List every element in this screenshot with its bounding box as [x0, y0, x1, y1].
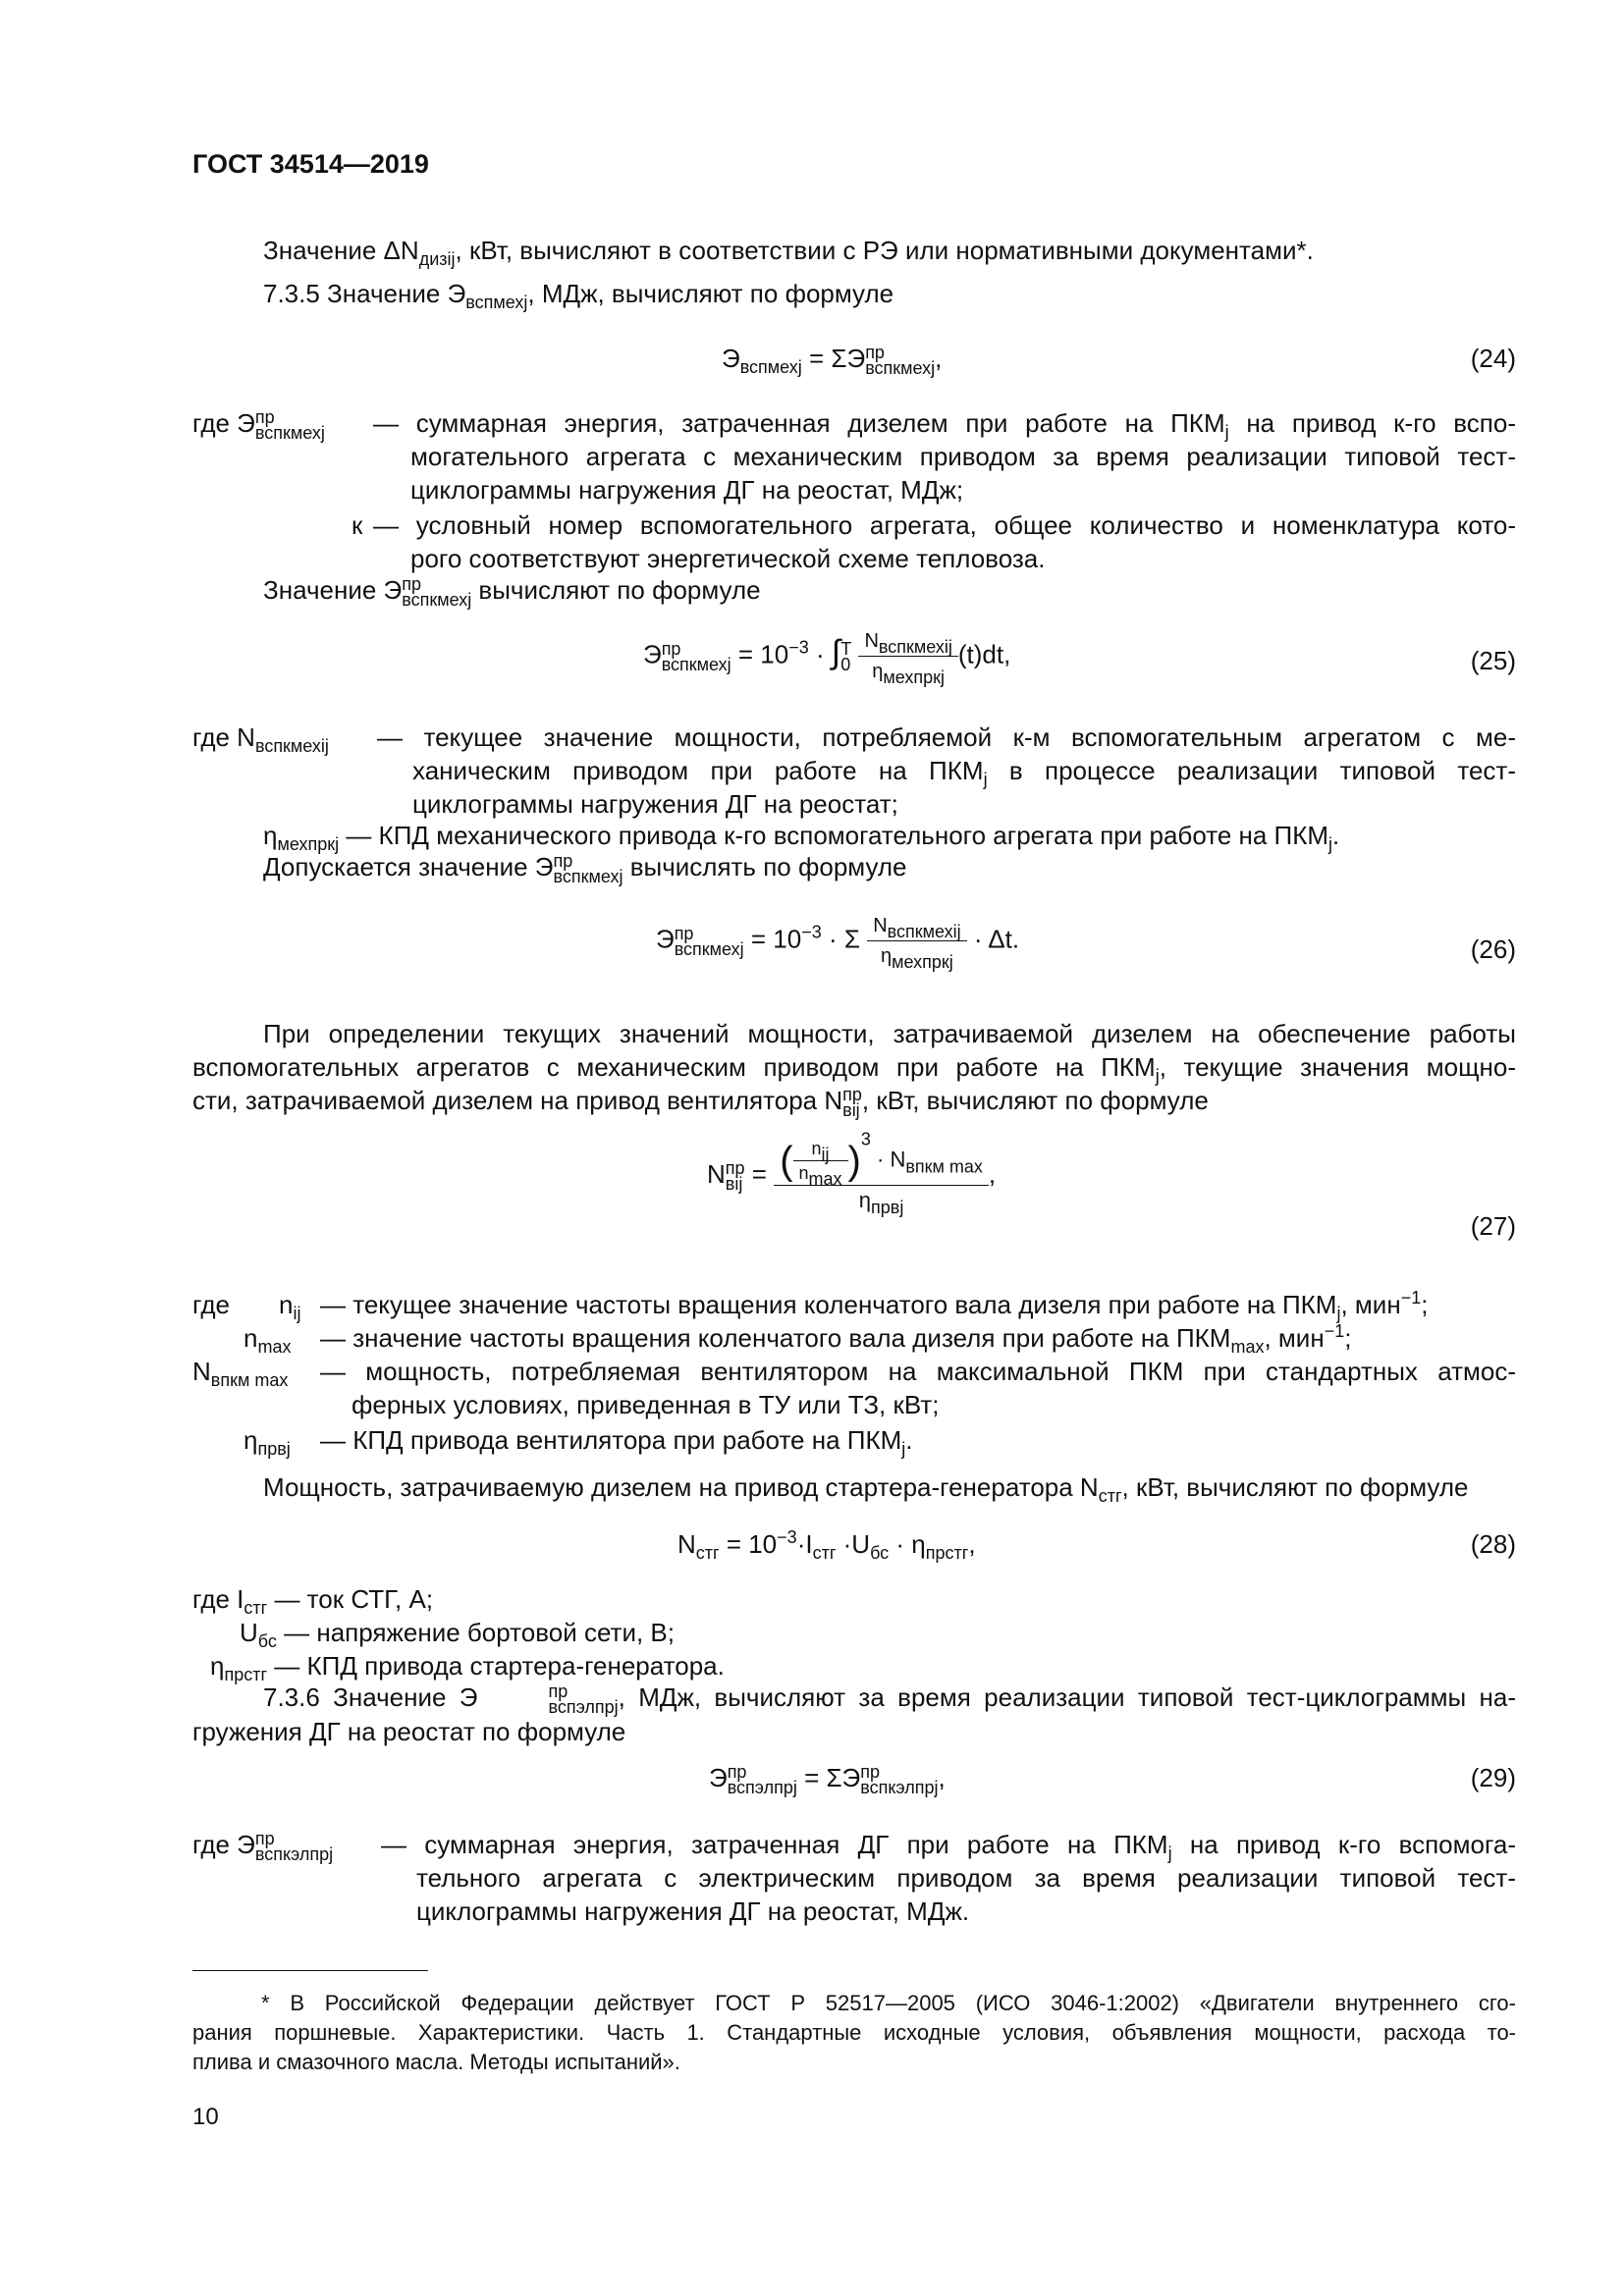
formula-28: $N_{стг} = 10^{-3}\cdot I_{стг} \cdot U_{бс} \cdot \eta_{прстг}$, — [677, 1527, 976, 1563]
paragraph-starter-generator: Мощность, затрачиваемую дизелем на привод стартера-генератора $N_{стг}$, кВт, вычисляют по формуле — [263, 1472, 1469, 1506]
paragraph-7-3-5: 7.3.5 Значение $Э_{вспмехj}$, МДж, вычисляют по формуле — [263, 279, 894, 312]
paragraph-fan-power: При определении текущих значений мощности, затрачиваемой дизелем на обеспечение работы вспомогательных агрегатов с механическим приводом при работе на $ПКМ_j$, текущие значения мощно- сти, затрачиваемой дизелем на привод вентилятора N пр вij , кВт, вычисляют по формуле — [192, 1019, 1516, 1121]
definition-term-k: к — [352, 510, 363, 540]
formula-26: Э пр вспкмехj = $10^{-3} \cdot \Sigma$ $\frac{N_{вспкмехij}}{\eta_{мехпркj}}$ · Δt. — [656, 915, 1020, 972]
definition-i-stg: где $I_{стг}$ — ток СТГ, А; — [192, 1584, 434, 1618]
definition-body-n-vspkmexij: — текущее значение мощности, потребляемой к-м вспомогательным агрегатом с ме- ханическим приводом при работе на $ПКМ_j$ в процессе реализации типовой тест- циклограммы нагружения ДГ на реостат; — [377, 722, 1516, 819]
page-number: 10 — [192, 2104, 219, 2130]
formula-number-24: (24) — [1470, 344, 1516, 373]
paragraph-delta-n: Значение $\Delta N_{дизij}$, кВт, вычисляют в соответствии с РЭ или нормативными документами*. — [263, 236, 1314, 269]
definition-term-n-max: $n_{max}$ — [244, 1323, 292, 1357]
definition-term-eta-prvj: $\eta_{првj}$ — [244, 1425, 291, 1459]
paragraph-value-vspkmexj: Значение Э пр вспкмехj вычисляют по формуле — [263, 574, 761, 611]
definition-body-n-vpkmmax: — мощность, потребляемая вентилятором на максимальной ПКМ при стандартных атмос- ферных условиях, приведенная в ТУ или ТЗ, кВт; — [320, 1357, 1516, 1419]
definition-body-eta-prvj: — КПД привода вентилятора при работе на $ПКМ_j$. — [320, 1425, 913, 1459]
definition-term-n-vspkmexij: где $N_{вспкмехij}$ — [192, 722, 329, 756]
fraction-26: $\frac{N_{вспкмехij}}{\eta_{мехпркj}}$ — [867, 913, 966, 969]
formula-25: Э пр вспкмехj = $10^{-3}$ · ∫ T 0 $\frac{N_{вспкмехij}}{\eta_{мехпркj}}$ (t)dt, — [643, 630, 1011, 687]
definition-body-n-ij: — текущее значение частоты вращения коленчатого вала дизеля при работе на $ПКМ_j$, мин$^{-1}$; — [320, 1288, 1429, 1323]
formula-number-28: (28) — [1470, 1529, 1516, 1559]
definition-body-vspkelprj: — суммарная энергия, затраченная ДГ при работе на $ПКМ_j$ на привод к-го вспомога- тельного агрегата с электрическим приводом за время реализации типовой тест- циклограммы нагружения ДГ на реостат, МДж. — [381, 1830, 1516, 1926]
formula-number-25: (25) — [1470, 646, 1516, 675]
definition-body-k: — условный номер вспомогательного агрегата, общее количество и номенклатура кото- рого соответствуют энергетической схеме тепловоза. — [373, 510, 1516, 573]
integral-sign: ∫ — [831, 633, 841, 671]
definition-term-n-vpkmmax: $N_{впкм max}$ — [192, 1357, 289, 1390]
formula-29: Э пр вспэлпрj = ΣЭ пр вспкэлпрj , — [709, 1762, 946, 1798]
definition-term-vspkelprj: где Э пр вспкэлпрj — [192, 1829, 334, 1865]
paragraph-7-3-6: 7.3.6 Значение Э пр вспэлпрj , МДж, вычисляют за время реализации типовой тест-циклограммы на- гружения ДГ на реостат по формуле — [192, 1682, 1517, 1747]
document-header: ГОСТ 34514—2019 — [192, 149, 429, 179]
formula-24: $Э_{вспмехj} = \Sigma Э$ пр вспкмехj , — [722, 343, 943, 379]
definition-where-27: где — [192, 1290, 230, 1319]
fraction-25: $\frac{N_{вспкмехij}}{\eta_{мехпркj}}$ — [858, 628, 957, 684]
definition-body-n-max: — значение частоты вращения коленчатого вала дизеля при работе на $ПКМ_{max}$, мин$^{-1}$; — [320, 1321, 1352, 1357]
formula-number-27: (27) — [1470, 1211, 1516, 1241]
footnote-rule — [192, 1970, 428, 1971]
formula-number-26: (26) — [1470, 934, 1516, 964]
definition-eta-prstg: $\eta_{прстг}$ — КПД привода стартера-генератора. — [210, 1651, 725, 1684]
fraction-27: ( $\frac{n_{ij}}{n_{max}}$ )$^3 \cdot N_{впкм max}$ $\eta_{првj}$ — [774, 1139, 989, 1213]
definition-term-vspkmexj: где Э пр вспкмехj — [192, 407, 325, 444]
definition-term-n-ij: $n_{ij}$ — [279, 1290, 301, 1323]
paragraph-allowed: Допускается значение Э пр вспкмехj вычислять по формуле — [263, 851, 907, 887]
formula-27: N пр вij = ( $\frac{n_{ij}}{n_{max}}$ )$^3 \cdot N_{впкм max}$ $\eta_{првj}$ , — [707, 1129, 997, 1217]
definition-u-bs: $U_{бс}$ — напряжение бортовой сети, В; — [240, 1618, 675, 1651]
definition-body-vspkmexj: — суммарная энергия, затраченная дизелем при работе на $ПКМ_j$ на привод к-го вспо- могательного агрегата с механическим приводом за время реализации типовой тест- циклограммы нагружения ДГ на реостат, МДж; — [373, 408, 1516, 505]
definition-eta-mexprkj: $\eta_{мехпркj}$ — КПД механического привода к-го вспомогательного агрегата при работе на $ПКМ_j$. — [263, 821, 1340, 854]
footnote: * В Российской Федерации действует ГОСТ Р 52517—2005 (ИСО 3046-1:2002) «Двигатели внутреннего сго- рания поршневые. Характеристики. Часть 1. Стандартные исходные условия, объявления мощности, расхода то- плива и смазочного масла. Методы испытаний». — [192, 1991, 1516, 2074]
formula-number-29: (29) — [1470, 1763, 1516, 1792]
